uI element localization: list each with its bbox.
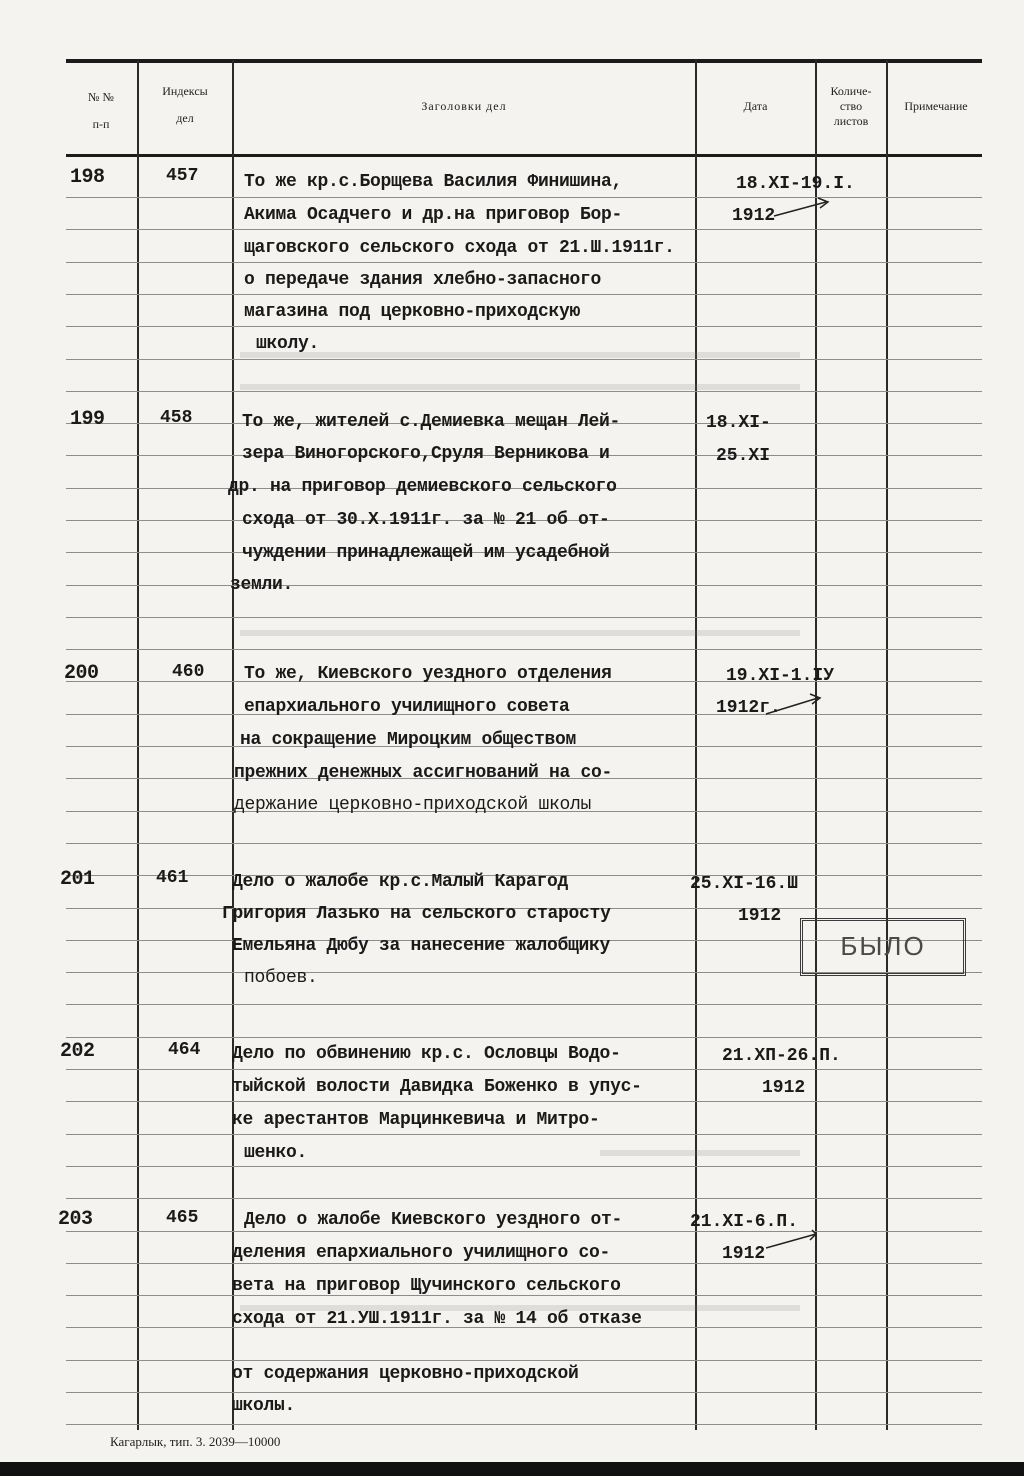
entry-title-line: ке арестантов Марцинкевича и Митро- [232,1110,600,1130]
entry-index: 465 [166,1208,199,1228]
ruled-line [66,229,982,230]
entry-title-line: школы. [232,1396,296,1416]
entry-title-line: епархиального училищного совета [244,697,570,717]
entry-date: 18.XI- [706,413,771,433]
column-divider [886,60,888,1430]
ruled-line [66,1101,982,1102]
entry-title-line: схода от 21.УШ.1911г. за № 14 об отказе [232,1309,642,1329]
ruled-line [66,1037,982,1038]
ruled-line [66,1392,982,1393]
entry-date-year: 1912 [762,1078,806,1098]
entry-date-end: 25.XI [716,446,771,466]
entry-title-line: Акима Осадчего и др.на приговор Бор- [244,205,623,225]
entry-index: 457 [166,166,199,186]
header-number [70,90,132,132]
entry-date: 19.XI-1.IУ [726,666,835,686]
entry-date: 25.XI-16.Ш [690,874,799,894]
ruled-line [66,1166,982,1167]
entry-title-line: шенко. [244,1143,308,1163]
entry-title-line: деления епархиального училищного со- [232,1243,611,1263]
table-header-rule [66,154,982,157]
ruled-line [66,391,982,392]
entry-title-line: Дело по обвинению кр.с. Ословцы Водо- [232,1044,621,1064]
header-sheet-count: Количе- ство листов [830,84,872,128]
ruled-line [66,1263,982,1264]
stamp: БЫЛО [800,918,966,976]
arrow-mark-icon [770,190,840,230]
ruled-line [66,197,982,198]
entry-title-line: зера Виногорского,Сруля Верникова и [242,444,610,464]
entry-date-year: 1912 [722,1244,766,1264]
ruled-line [66,843,982,844]
entry-title-line: схода от 30.Х.1911г. за № 21 об от- [242,510,610,530]
entry-title-line: чуждении принадлежащей им усадебной [242,543,610,563]
ruled-line [66,326,982,327]
entry-index: 461 [156,868,189,888]
entry-number: 199 [70,408,105,431]
ruled-line [66,1198,982,1199]
printer-footer: Кагарлык, тип. 3. 2039—10000 [110,1434,281,1449]
entry-title-line: держание церковно-приходской школы [234,795,592,815]
entry-title-line: побоев. [244,968,318,988]
scan-edge [0,1462,1024,1476]
entry-title-line: Григория Лазько на сельского старосту [222,904,611,924]
bleed-through-mark [240,384,800,390]
entry-number: 201 [60,868,95,891]
entry-title-line: прежних денежных ассигнований на со- [234,763,613,783]
entry-title-line: То же кр.с.Борщева Василия Финишина, [244,172,623,192]
entry-number: 202 [60,1040,95,1063]
entry-title-line: на сокращение Мироцким обществом [240,730,577,750]
entry-title-line: от содержания церковно-приходской [232,1364,579,1384]
column-divider [232,60,234,1430]
bleed-through-mark [240,352,800,358]
entry-date: 21.XП-26.П. [722,1046,841,1066]
arrow-mark-icon [760,1226,830,1266]
ruled-line [66,262,982,263]
entry-title-line: Дело о жалобе Киевского уездного от- [244,1210,623,1230]
entry-date-year: 1912г. [716,698,781,718]
entry-index: 464 [168,1040,201,1060]
ruled-line [66,1069,982,1070]
header-number-sub: п-п [92,117,110,131]
bleed-through-mark [600,1150,800,1156]
entry-date: 18.XI-19.I. [736,174,855,194]
entry-title-line: вета на приговор Щучинского сельского [232,1276,621,1296]
entry-title-line: тыйской волости Давидка Боженко в упус- [232,1077,642,1097]
entry-date-year: 1912 [738,906,782,926]
ruled-line [66,1134,982,1135]
header-index-label: Индексы [162,84,208,98]
ruled-line [66,359,982,360]
ruled-line [66,649,982,650]
entry-title-line: земли. [230,575,294,595]
column-divider [815,60,817,1430]
entry-title-line: То же, жителей с.Демиевка мещан Лей- [242,412,621,432]
entry-number: 198 [70,166,105,189]
header-number-label: № № [88,90,114,104]
ruled-line [66,1360,982,1361]
entry-number: 203 [58,1208,93,1231]
header-index [140,84,230,126]
arrow-mark-icon [760,686,830,726]
header-date: Дата [743,99,768,113]
entry-title-line: То же, Киевского уездного отделения [244,664,612,684]
entry-title-line: щаговского сельского схода от 21.Ш.1911г. [244,238,675,258]
entry-title-line: Емельяна Дюбу за нанесение жалобщику [232,936,611,956]
ruled-line [66,1004,982,1005]
header-note: Примечание [904,99,968,113]
column-divider [137,60,139,1430]
entry-title-line: Дело о жалобе кр.с.Малый Карагод [232,872,569,892]
ruled-line [66,585,982,586]
ruled-line [66,1231,982,1232]
table-top-rule [66,59,982,63]
ruled-line [66,1424,982,1425]
ruled-line [66,617,982,618]
entry-title-line: др. на приговор демиевского сельского [228,477,617,497]
entry-title-line: школу. [256,334,320,354]
bleed-through-mark [240,630,800,636]
header-title: Заголовки дел [421,99,507,113]
entry-title-line: магазина под церковно-приходскую [244,302,581,322]
entry-date: 21.XI-6.П. [690,1212,799,1232]
entry-number: 200 [64,662,99,685]
header-index-sub: дел [176,111,194,125]
entry-title-line: о передаче здания хлебно-запасного [244,270,602,290]
entry-index: 458 [160,408,193,428]
entry-date-year: 1912 [732,206,776,226]
ruled-line [66,294,982,295]
entry-index: 460 [172,662,205,682]
